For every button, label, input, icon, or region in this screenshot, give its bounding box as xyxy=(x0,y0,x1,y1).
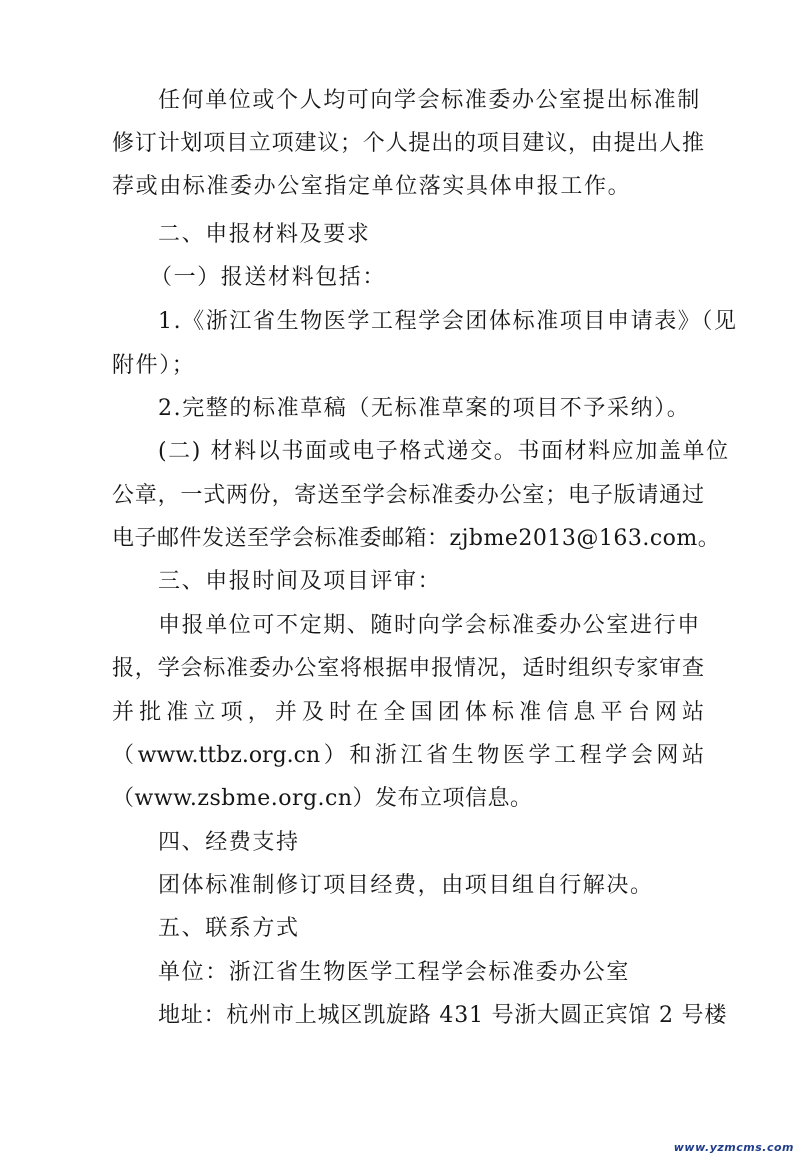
paragraph-line: 公章，一式两份，寄送至学会标准委办公室；电子版请通过 xyxy=(112,483,704,508)
paragraph-line: （www.ttbz.org.cn）和浙江省生物医学工程学会网站 xyxy=(112,743,704,768)
list-item: 2.完整的标准草稿（无标准草案的项目不予采纳）。 xyxy=(158,396,691,421)
subsection-heading: （一）报送材料包括： xyxy=(150,265,387,290)
contact-address: 地址：杭州市上城区凯旋路 431 号浙大圆正宾馆 2 号楼 xyxy=(158,1003,728,1028)
section-heading: 三、申报时间及项目评审： xyxy=(158,569,442,594)
paragraph-line: 申报单位可不定期、随时向学会标准委办公室进行申 xyxy=(158,613,701,638)
list-item: 1.《浙江省生物医学工程学会团体标准项目申请表》（见 xyxy=(158,309,738,334)
section-heading: 四、经费支持 xyxy=(158,830,300,855)
email-line: 电子邮件发送至学会标准委邮箱：zjbme2013@163.com。 xyxy=(112,526,721,551)
section-heading: 二、申报材料及要求 xyxy=(158,222,371,247)
contact-unit: 单位：浙江省生物医学工程学会标准委办公室 xyxy=(158,960,631,985)
list-item-continuation: 附件）； xyxy=(112,353,196,378)
paragraph-line: 报，学会标准委办公室将根据申报情况，适时组织专家审查 xyxy=(112,656,704,681)
paragraph-line: 并批准立项，并及时在全国团体标准信息平台网站 xyxy=(112,700,704,725)
paragraph-line: 团体标准制修订项目经费，由项目组自行解决。 xyxy=(158,873,654,898)
paragraph-line: 任何单位或个人均可向学会标准委办公室提出标准制 xyxy=(158,88,701,113)
watermark: www.yzmcms.com xyxy=(673,1141,794,1154)
paragraph-line: 修订计划项目立项建议；个人提出的项目建议，由提出人推 xyxy=(112,131,704,156)
paragraph-line: （www.zsbme.org.cn）发布立项信息。 xyxy=(112,786,533,811)
paragraph-line: 荐或由标准委办公室指定单位落实具体申报工作。 xyxy=(112,174,632,199)
section-heading: 五、联系方式 xyxy=(158,916,300,941)
subsection-heading: (二) 材料以书面或电子格式递交。书面材料应加盖单位 xyxy=(158,439,730,464)
